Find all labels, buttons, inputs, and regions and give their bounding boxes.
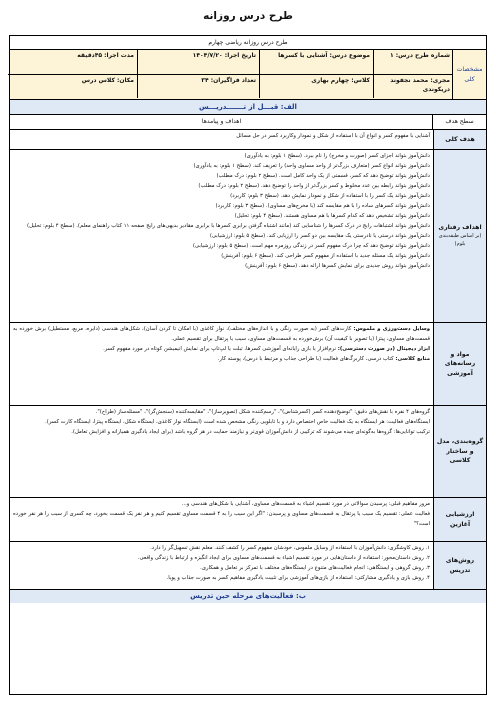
teacher-name: مجری: محمد نجفوند دریکوندی [373, 74, 453, 98]
behavioral-goals-row [10, 150, 486, 323]
list-item: گروه‌های ۴ نفره با نقش‌های دقیق: "توضیح‌دهنده کسر (کسرشناس)"، "رسم‌کننده شکل (تصویرساز)"، "مقایسه‌کننده (سنجش‌گر)"، "مسئله‌ساز (طراح)". [95, 409, 430, 415]
behavioral-goals-subtitle: (بر اساس طبقه‌بندی بلوم) [438, 233, 482, 247]
list-item: دانش‌آموز بتواند انواع کسر (متعارف بزرگ‌تر از واحد مساوی واحد) را تعریف کند. (سطح ۱ بلوم: به یادآوری) [193, 163, 430, 169]
list-item: فعالیت عملی: تقسیم یک سیب یا پرتقال به قسمت‌های مساوی و پرسیدن: "اگر این سیب را به ۴ قسمت مساوی تقسیم کنیم و هر نفر یک قسمت بخورد، چه کسری از سیب را هر نفر خورده است؟" [13, 511, 430, 527]
list-item: ۳. روش گروهی و ایستگاهی: انجام فعالیت‌های متنوع در ایستگاه‌های مختلف با تمرکز بر تعامل و همکاری. [200, 565, 430, 571]
list-item [13, 354, 430, 364]
goals-outcomes-header: اهداف و پیامدها [201, 118, 242, 125]
overall-goal-label: هدف کلی [433, 130, 486, 149]
list-item: دانش‌آموز بتواند اشتباهات رایج در درک کسرها را شناسایی کند (مانند اشتباه گرفتن برابری کسرها با برابری مقادیر بدیهی‌های رایج صفحه ۱۱ کتاب راهنمای معلم). (سطح ۴ بلوم: تحلیل) [27, 223, 430, 229]
overall-goal-row [10, 130, 486, 150]
behavioral-goals-title: اهداف رفتاری [438, 224, 482, 232]
execution-duration: مدت اجرا: ۴۵دقیقه [77, 52, 134, 59]
list-item: مرور مفاهیم قبلی: پرسیدن سوالاتی در مورد تقسیم اشیاء به قسمت‌های مساوی، آشنایی با شکل‌های هندسی و... [181, 501, 430, 507]
materials-row [10, 323, 486, 406]
execution-date: تاریخ اجرا: ۱۴۰۴/۷/۲۰ [137, 50, 259, 74]
teaching-methods-row [10, 542, 486, 590]
list-item: دانش‌آموز بتواند تشخیص دهد که کدام کسرها با هم مساوی هستند. (سطح ۴ بلوم: تحلیل) [234, 213, 430, 219]
list-item: دانش‌آموز بتواند توضیح دهد که کسر، قسمتی از یک واحد کامل است. (سطح ۲ بلوم: درک مطلب) [216, 173, 430, 179]
general-info-label: مشخصات کلی [452, 50, 486, 99]
class-name: کلاس: چهارم بهاری [259, 74, 373, 98]
materials-list [10, 323, 433, 365]
list-item: دانش‌آموز بتواند کسرهای ساده را با هم مقایسه کند (با مخرج‌های مساوی). (سطح ۳ بلوم: کاربرد) [215, 203, 430, 209]
general-info [10, 50, 486, 100]
table-subtitle: طرح درس روزانه ریاضی چهارم [10, 36, 486, 50]
teaching-methods-list [10, 542, 433, 584]
section-before-teaching: الف: قبـــل از تـــــــدریـــس [10, 100, 486, 115]
lesson-place: مکان: کلاس درس [8, 74, 137, 98]
list-item: دانش‌آموز بتواند رابطه بین عدد مخلوط و کسر بزرگ‌تر از واحد را توضیح دهد. (سطح ۲ بلوم: درک مطلب) [198, 183, 430, 189]
student-count: تعداد فراگیران: ۳۴ [137, 74, 259, 98]
list-item: دانش‌آموز بتواند اجزای کسر (صورت و مخرج) را نام ببرد. (سطح ۱ بلوم: به یادآوری) [244, 153, 430, 159]
overall-goal-line: آشنایی با مفهوم کسر و انواع آن با استفاده از شکل و نمودار وکاربرد کسر در حل مسائل [236, 133, 430, 139]
list-item: دانش‌آموز بتواند یک مسئله جدید با استفاده از مفهوم کسر طراحی کند. (سطح ۶ بلوم: آفرینش) [221, 253, 430, 259]
list-item-text: نرم‌افزار یا بازی رایانه‌ای آموزشی کسرها، تبلت یا لپ‌تاپ برای نمایش انیمیشن کوتاه در مورد مفهوم کسر. [103, 346, 338, 352]
list-item-lead: ابزار دیجیتال (در صورت دسترسی): [337, 346, 430, 352]
grouping-row [10, 406, 486, 498]
lesson-topic: موضوع درس: آشنایی با کسرها [259, 50, 373, 74]
list-item-text: کارت‌های کسر (به صورت رنگی و با اندازه‌های مختلف)، نوار کاغذی (با امکان تا کردن آسان)، شکل‌های هندسی (دایره، مربع، مستطیل) برش خورده به قسمت‌های مساوی، پیتزا (یا تصویر با کیفیت آن) برش‌خورده به قسمت‌های مساوی، سیب یا پرتقال برای تقسیم عملی. [13, 326, 430, 342]
list-item [13, 324, 430, 344]
goal-level-header: سطح هدف [432, 115, 486, 129]
goals-header [10, 115, 486, 130]
behavioral-goals-label [433, 150, 486, 322]
section-during-teaching: ب: فعالیت‌های مرحله حین تدریس [10, 590, 486, 603]
grouping-label: گروه‌بندی، مدل و ساختار کلاسی [433, 406, 486, 497]
initial-evaluation-list [10, 498, 433, 530]
materials-label: مواد و رسانه‌های آموزشی [433, 323, 486, 405]
list-item: ترکیب توانایی‌ها: گروه‌ها به‌گونه‌ای چیده می‌شوند که ترکیبی از دانش‌آموزان قوی‌تر و نیازمند حمایت در هر گروه باشد (برای ایجاد یادگیری همیارانه و افزایش تعامل). [71, 429, 430, 435]
initial-evaluation-label: ارزشیابی آغازین [433, 498, 486, 541]
teaching-methods-label: روش‌های تدریس [433, 542, 486, 589]
list-item-lead: منابع کلاسی: [395, 356, 430, 362]
list-item: دانش‌آموز بتواند یک کسر را با استفاده از شکل و نمودار نمایش دهد. (سطح ۳ بلوم: کاربرد) [230, 193, 430, 199]
list-item: دانش‌آموز بتواند روش جدیدی برای نمایش کسرها ارائه دهد. (سطح ۶ بلوم: آفرینش) [245, 263, 430, 269]
list-item [13, 344, 430, 354]
list-item: ۱. روش کاوشگری: دانش‌آموزان با استفاده از وسایل ملموس، خودشان مفهوم کسر را کشف کنند. معلم نقش تسهیل‌گر را دارد. [150, 545, 430, 551]
list-item: دانش‌آموز بتواند درستی یا نادرستی یک مقایسه بین دو کسر را ارزیابی کند. (سطح ۵ بلوم: ارزشیابی) [209, 233, 430, 239]
list-item-lead: وسایل دست‌ورزی و ملموس: [353, 326, 430, 332]
behavioral-goals-list [10, 150, 433, 272]
list-item: ۴. روش بازی و یادگیری مشارکتی: استفاده از بازی‌های آموزشی برای تثبیت یادگیری مفاهیم کسر به صورت جذاب و پویا. [166, 575, 430, 581]
plan-number: شماره طرح درس: ۱ [373, 50, 453, 74]
initial-evaluation-row [10, 498, 486, 542]
list-item-text: کتاب درسی، کاربرگ‌های فعالیت (با طراحی جذاب و مرتبط با درس)، پوسته کار. [217, 356, 396, 362]
list-item: دانش‌آموز بتواند توضیح دهد که چرا درک مفهوم کسر در زندگی روزمره مهم است. (سطح ۵ بلوم: ارزشیابی) [192, 243, 430, 249]
list-item: ایستگاه‌های فعالیت: هر ایستگاه به یک فعالیت خاص اختصاص دارد و با تابلویی رنگی مشخص شده است (ایستگاه نوار کاغذی، ایستگاه شکل، ایستگاه پیتزا، ایستگاه کارت کسر). [45, 419, 430, 425]
page-title: طرح درس روزانه [203, 10, 293, 22]
lesson-plan-table [9, 35, 487, 695]
list-item: ۲. روش داستان‌محور: استفاده از داستان‌هایی در مورد تقسیم اشیاء به قسمت‌های مساوی برای ایجاد انگیزه و ارتباط با زندگی واقعی. [137, 555, 430, 561]
grouping-list [10, 406, 433, 438]
overall-goal-text [10, 130, 433, 142]
